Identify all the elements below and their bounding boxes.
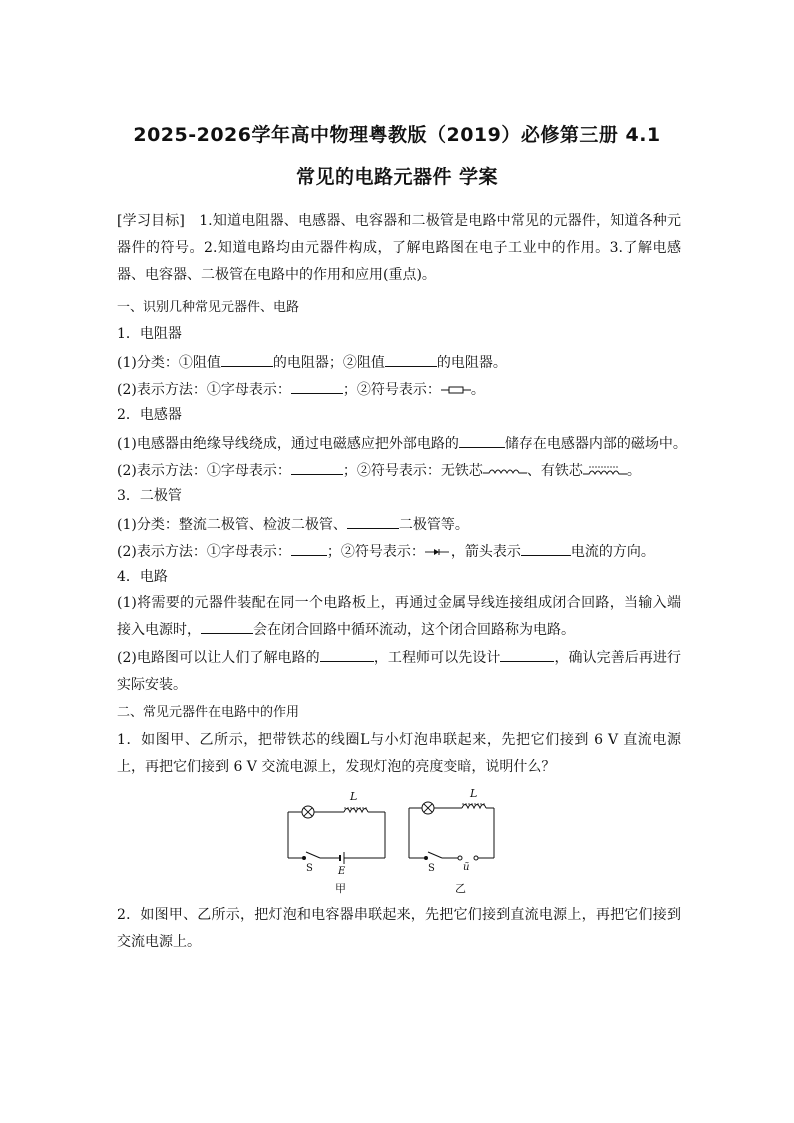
section1-heading: 一、识别几种常见元器件、电路 [117,300,300,315]
text: 的电阻器；②阻值 [272,355,385,371]
switch-label-jia: S [306,863,313,874]
answer-blank[interactable] [347,513,399,529]
text: 会在闭合回路中循环流动，这个闭合回路称为电路。 [253,622,575,638]
inductor-iron-core-icon [583,465,627,477]
diode-title: 3．二极管 [117,488,182,504]
text: 。 [626,463,641,479]
text: ，确认完善后再进行实际安装。 [117,650,681,693]
answer-blank[interactable] [221,351,273,367]
inductor-title: 2．电感器 [117,407,182,423]
switch-label-yi: S [428,863,435,874]
ac-terminal-icon [474,856,478,860]
answer-blank[interactable] [320,646,374,662]
inductor-definition [117,432,687,454]
diode-classification [117,513,679,535]
answer-blank[interactable] [201,618,253,634]
text: (2)电路图可以让人们了解电路的 [117,650,320,666]
document-title-line1: 2025-2026学年高中物理粤教版（2019）必修第三册 4.1 [133,124,661,146]
circuit-paragraph-2 [117,645,681,699]
battery-label-jia: E [338,866,346,877]
answer-blank[interactable] [459,432,505,448]
answer-blank[interactable] [291,540,327,556]
text: 、有铁芯 [526,463,583,479]
text: 的电阻器。 [436,355,507,371]
text: ；②符号表示：无铁芯 [342,463,483,479]
switch-icon [306,852,320,858]
resistor-classification [117,351,679,373]
objectives-text: 1.知道电阻器、电感器、电容器和二极管是电路中常见的元器件，知道各种元器件的符号。2.知道电路均由元器件构成，了解电路图在电子工业中的作用。3.了解电感器、电容器、二极管在电路中的作用和应用(重点)。 [117,213,681,283]
text: 电流的方向。 [570,544,655,560]
answer-blank[interactable] [500,646,554,662]
answer-blank[interactable] [291,378,343,394]
question-2: 2．如图甲、乙所示，把灯泡和电容器串联起来，先把它们接到直流电源上，再把它们接到交流电源上。 [117,907,681,950]
text: (2)表示方法：①字母表示： [117,544,291,560]
text: (2)表示方法：①字母表示： [117,463,291,479]
diode-symbol-icon [425,547,451,557]
text: (2)表示方法：①字母表示： [117,382,291,398]
inductor-coil-icon [462,805,486,809]
text: ；②符号表示： [326,544,425,560]
inductor-representation [117,459,679,481]
resistor-title: 1．电阻器 [117,326,182,342]
text: 。 [470,382,485,398]
text: ，箭头表示 [450,544,521,560]
inductor-coil-icon [344,809,368,813]
text: (1)将需要的元器件装配在同一个电路板上，再通过金属导线连接组成闭合回路，当输入端接入电源时， [117,595,681,638]
caption-yi: 乙 [455,882,466,895]
document-title-line2: 常见的电路元器件 学案 [295,166,499,188]
answer-blank[interactable] [291,459,343,475]
section2-heading: 二、常见元器件在电路中的作用 [117,705,300,720]
text: ；②符号表示： [342,382,441,398]
circuit-figure [282,785,502,897]
answer-blank[interactable] [385,351,437,367]
resistor-symbol-icon [441,385,471,395]
circuit-paragraph-1 [117,590,681,644]
caption-jia: 甲 [335,882,346,895]
ac-terminal-icon [458,856,462,860]
learning-objectives [117,208,681,289]
inductor-label-jia: L [350,790,358,803]
text: 储存在电感器内部的磁场中。 [504,436,687,452]
resistor-representation [117,378,679,400]
switch-icon [428,852,442,858]
text: (1)电感器由绝缘导线绕成，通过电磁感应把外部电路的 [117,436,459,452]
answer-blank[interactable] [521,540,571,556]
question-1: 1．如图甲、乙所示，把带铁芯的线圈L与小灯泡串联起来，先把它们接到 6 V 直流电源上，再把它们接到 6 V 交流电源上，发现灯泡的亮度变暗，说明什么？ [117,732,681,775]
circuit-title: 4．电路 [117,569,168,585]
text: 二极管等。 [398,517,469,533]
text: (1)分类：整流二极管、检波二极管、 [117,517,347,533]
inductor-label-yi: L [470,787,478,800]
circuit-diagram-yi [409,802,494,860]
text: ，工程师可以先设计 [373,650,501,666]
circuit-diagram-jia [288,806,385,864]
diode-representation [117,540,679,562]
ac-source-label-yi: ũ [463,862,470,873]
text: (1)分类：①阻值 [117,355,221,371]
inductor-no-core-icon [483,466,527,476]
objectives-label: [学习目标] [117,213,185,229]
